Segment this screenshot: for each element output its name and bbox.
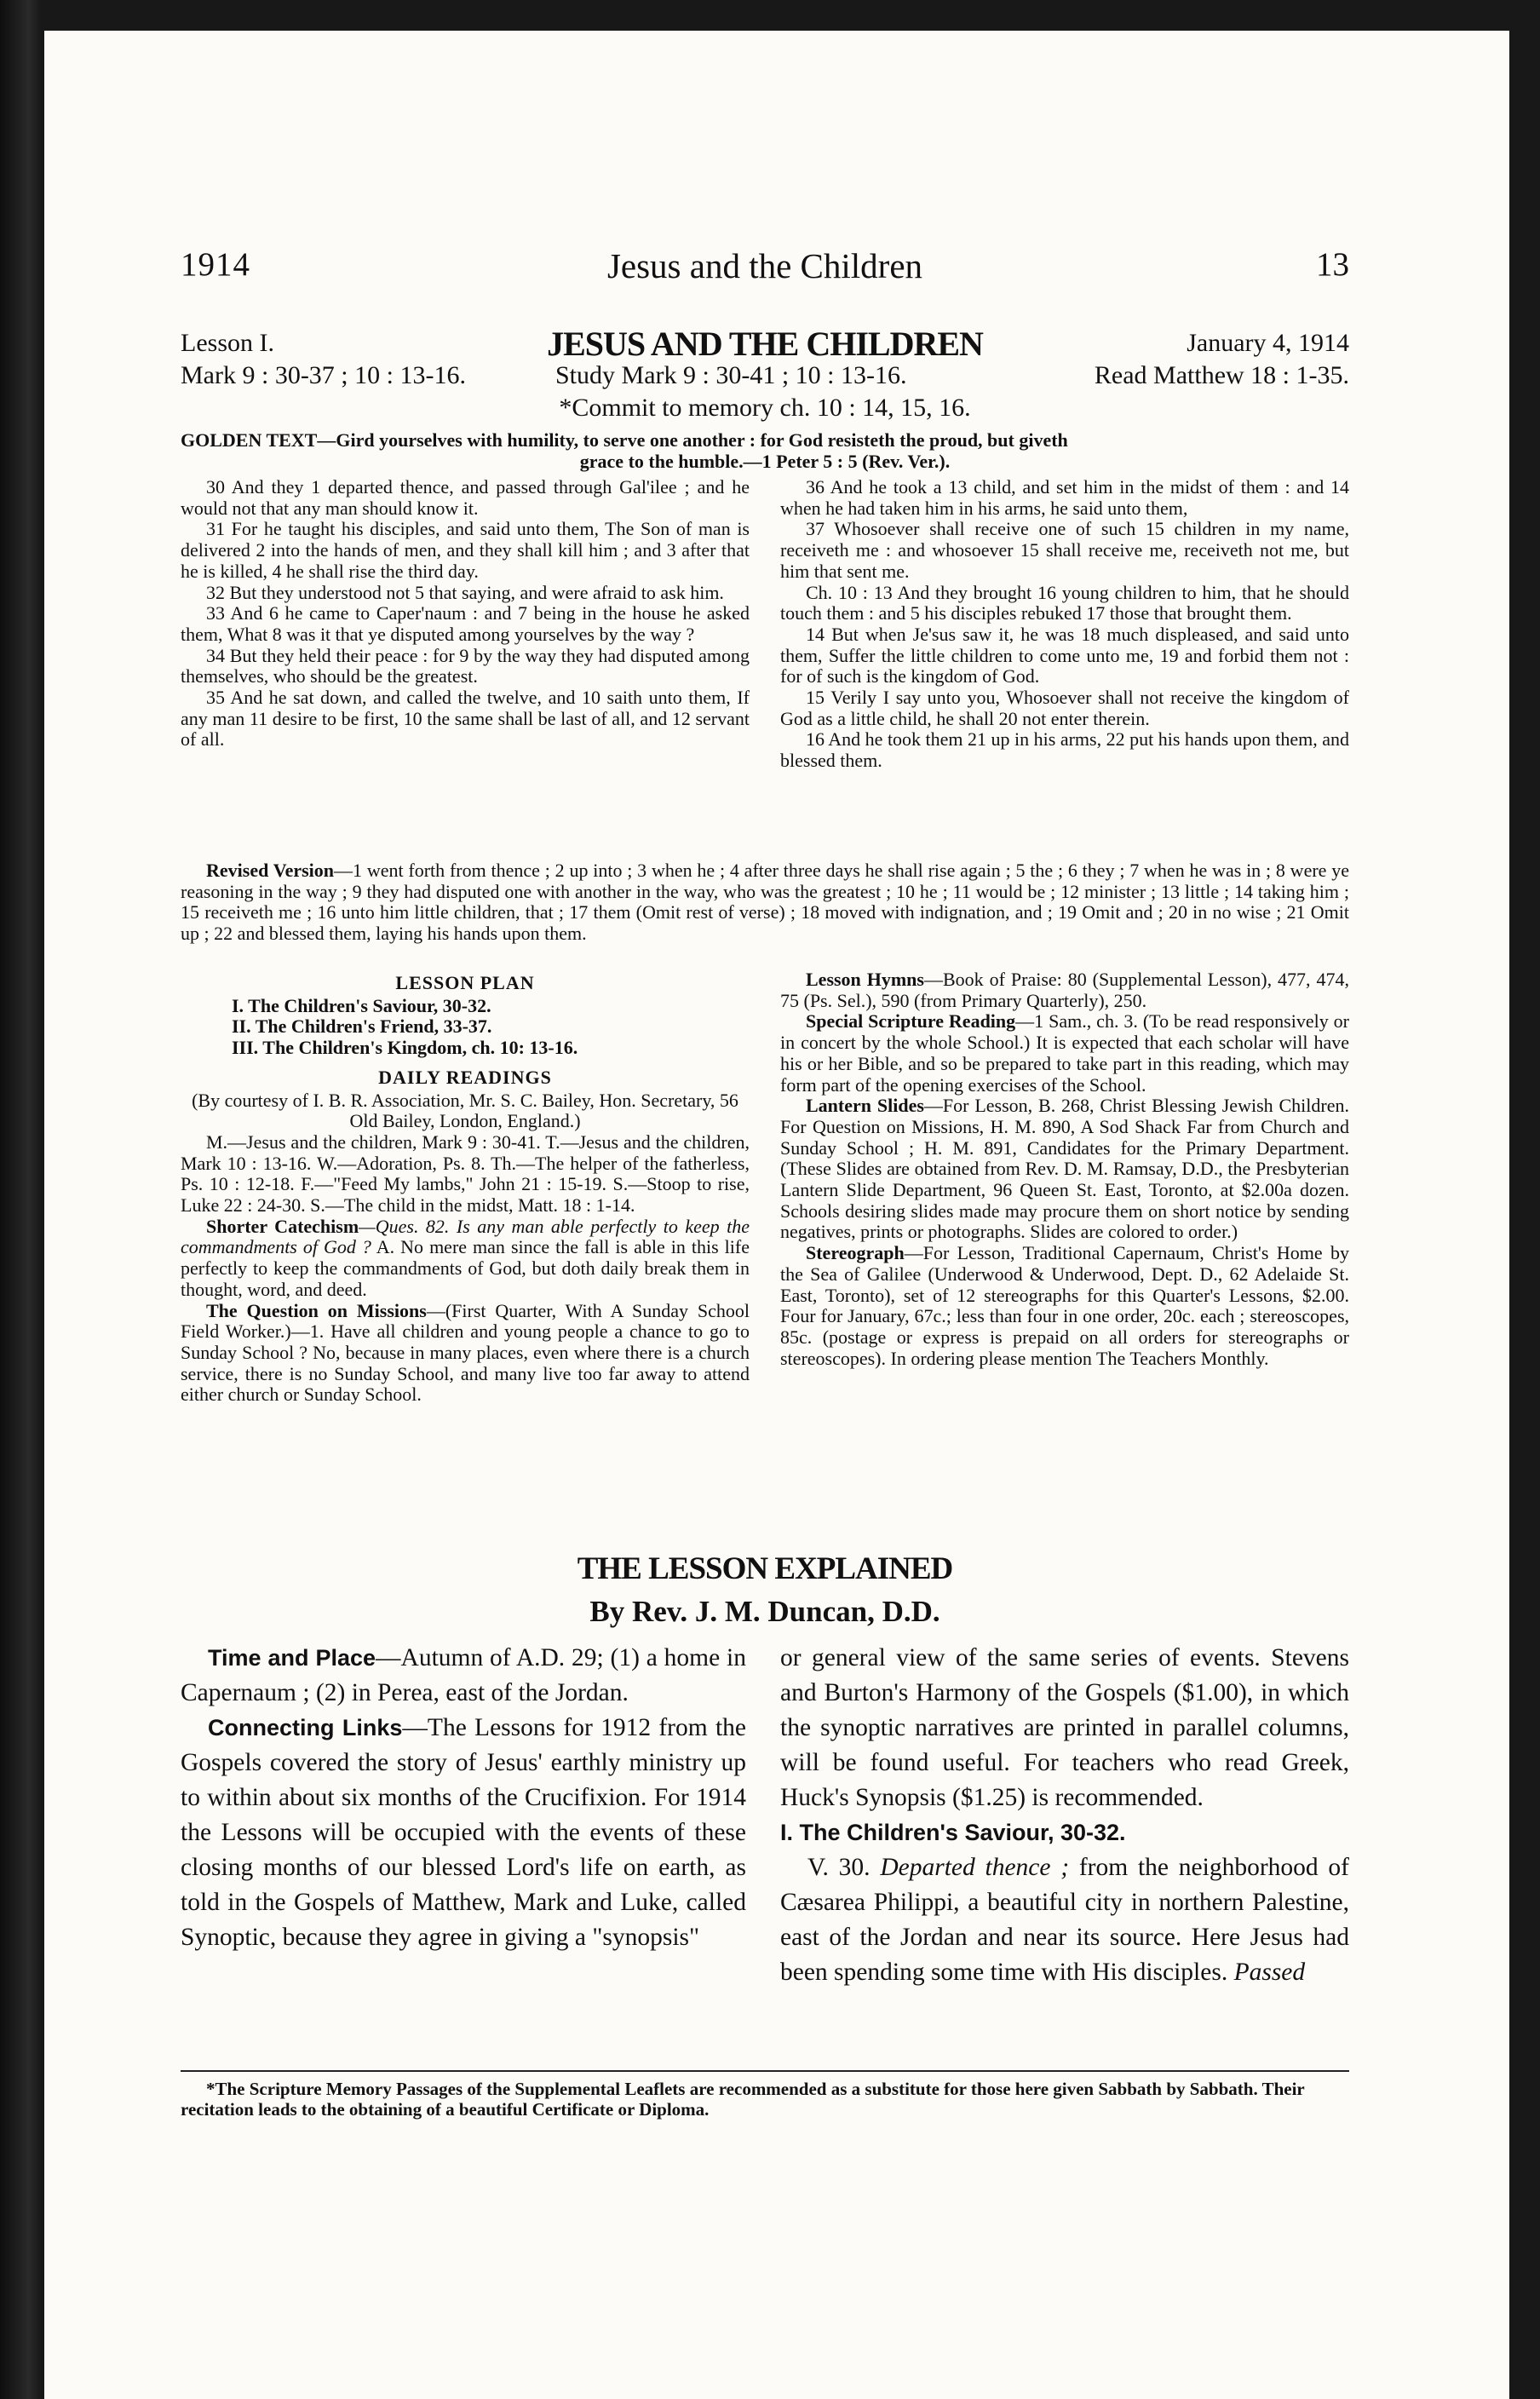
special-scripture-text: —1 Sam., ch. 3. (To be read responsively or in concert by the whole School.) It is expected that each scholar will have his or her Bible, and so be prepared to take part in this reading, which may form part of the opening exercises of the School. [780, 1010, 1350, 1096]
connecting-links-text: —The Lessons for 1912 from the Gospels covered the story of Jesus' earthly ministry up to within about six months of the Crucifixion. For 1914 the Lessons will be occupied with the events of these closing months of our blessed Lord's life on earth, as told in the Gospels of Matthew, Mark and Luke, called Synoptic, because they agree in giving a "synopsis" [181, 1714, 746, 1951]
verse: 33 And 6 he came to Caper'naum : and 7 being in the house he asked them, What 8 was it that ye disputed among yourselves by the way ? [181, 602, 750, 645]
question-missions-label: The Question on Missions [206, 1299, 427, 1321]
lesson-header [181, 324, 1349, 363]
verse: 14 But when Je'sus saw it, he was 18 much displeased, and said unto them, Suffer the little children to come unto me, 19 and forbid them not : for of such is the kingdom of God. [780, 623, 1349, 687]
golden-text-line-2: grace to the humble.—1 Peter 5 : 5 (Rev. Ver.). [579, 451, 951, 472]
shorter-catechism-question: —Ques. 82. Is any man able perfectly to keep the commandments of God ? [181, 1215, 750, 1258]
verse: 32 But they understood not 5 that saying, and were afraid to ask him. [206, 581, 724, 603]
mark-reference: Mark 9 : 30-37 ; 10 : 13-16. [181, 361, 466, 389]
verse: 16 And he took them 21 up in his arms, 22 put his hands upon them, and blessed them. [780, 728, 1349, 772]
daily-readings-courtesy: (By courtesy of I. B. R. Association, Mr. S. C. Bailey, Hon. Secretary, 56 Old Bailey, London, England.) [192, 1089, 738, 1132]
revised-version-label: Revised Version [206, 860, 335, 881]
lesson-plan-item: I. The Children's Saviour, 30-32. [232, 994, 491, 1016]
verse: 37 Whosoever shall receive one of such 15 children in my name, receiveth me : and whosoever 15 shall receive me, receiveth not me, but him that sent me. [780, 518, 1349, 582]
verse: 36 And he took a 13 child, and set him in the midst of them : and 14 when he had taken him in his arms, he said unto them, [780, 476, 1349, 519]
page-content [181, 235, 1349, 2143]
lesson-plan-item: III. The Children's Kingdom, ch. 10: 13-16. [232, 1037, 578, 1059]
study-reference: Study Mark 9 : 30-41 ; 10 : 13-16. [555, 361, 907, 389]
verse: Ch. 10 : 13 And they brought 16 young children to him, that he should touch them : and 5 his disciples rebuked 17 those that brought them. [780, 581, 1349, 624]
v30-tail: Passed [1233, 1959, 1306, 1986]
commit-line: *Commit to memory ch. 10 : 14, 15, 16. [559, 394, 971, 422]
lantern-slides-text: —For Lesson, B. 268, Christ Blessing Jewish Children. For Question on Missions, H. M. 890, A Sod Shack Far from Church and Sunday School ; H. M. 891, Candidates for the Primary Department. (These Slides are obtained from Rev. D. M. Ramsay, D.D., the Presbyterian Lantern Slide Department, 96 Queen St. East, Toronto, at $2.00a dozen. Schools desiring slides made may procure them on short notice by sending negatives, prints or photographs. Slides are colored to order.) [780, 1095, 1349, 1243]
verse: 31 For he taught his disciples, and said unto them, The Son of man is delivered 2 into the hands of men, and they shall kill him ; and 3 after that he is killed, 4 he shall rise the third day. [181, 518, 750, 582]
shorter-catechism-label: Shorter Catechism [206, 1215, 359, 1237]
golden-text [181, 429, 1349, 472]
read-reference: Read Matthew 18 : 1-35. [1094, 361, 1349, 389]
lesson-plan-heading: LESSON PLAN [395, 972, 535, 993]
time-place-label: Time and Place [208, 1645, 376, 1671]
lesson-plan-item: II. The Children's Friend, 33-37. [232, 1015, 492, 1038]
verse: 35 And he sat down, and called the twelve, and 10 saith unto them, If any man 11 desire to be first, 10 the same shall be last of all, and 12 servant of all. [181, 687, 750, 751]
daily-readings-heading: DAILY READINGS [378, 1066, 552, 1088]
right-notes-column [780, 969, 1349, 1369]
section-one-heading: I. The Children's Saviour, 30-32. [780, 1820, 1126, 1845]
left-notes-column [181, 969, 750, 1406]
daily-readings-text: M.—Jesus and the children, Mark 9 : 30-41. T.—Jesus and the children, Mark 10 : 13-16. W.—Adoration, Ps. 8. Th.—The helper of the fatherless, Ps. 10 : 12-18. F.—"Feed My lambs," John 21 : 15-19. S.—Stoop to rise, Luke 22 : 24-30. S.—The child in the midst, Matt. 18 : 1-14. [181, 1130, 750, 1217]
connecting-links-label: Connecting Links [208, 1715, 403, 1740]
stereograph-text: —For Lesson, Traditional Capernaum, Christ's Home by the Sea of Galilee (Underwood & Underwood, Dept. D., 62 Adelaide St. East, Toronto), set of 12 stereographs for this Quarter's Lessons, $2.00. Four for January, 67c.; less than four in one order, 20c. each ; stereoscopes, 85c. (postage or express is prepaid on all orders for stereographs or stereoscopes). In ordering please mention The Teachers Monthly. [780, 1242, 1349, 1369]
footnote-rule [181, 2070, 1349, 2072]
lesson-date: January 4, 1914 [1187, 329, 1349, 357]
footnote [181, 2079, 1349, 2120]
lantern-slides-label: Lantern Slides [806, 1095, 924, 1117]
lesson-hymns-label: Lesson Hymns [806, 969, 924, 990]
explained-left-column [181, 1641, 746, 1955]
harmony-paragraph: or general view of the same series of events. Stevens and Burton's Harmony of the Gospels ($1.00), in which the synoptic narratives are printed in parallel columns, will be found useful. For teachers who read Greek, Huck's Synopsis ($1.25) is recommended. [780, 1644, 1349, 1811]
scripture-references [181, 361, 1349, 394]
shorter-catechism-answer: A. No mere man since the fall is able in this life perfectly to keep the commandments of God, but doth daily break them in thought, word, and deed. [181, 1236, 750, 1300]
scripture-left-column [181, 477, 750, 751]
verse: 34 But they held their peace : for 9 by the way they had disputed among themselves, who should be the greatest. [181, 644, 750, 687]
lesson-number: Lesson I. [181, 329, 274, 357]
running-head-title: Jesus and the Children [606, 246, 923, 285]
revised-version-text: —1 went forth from thence ; 2 up into ; 3 when he ; 4 after three days he shall rise again ; 5 the ; 6 they ; 7 when he was in ; 8 were ye reasoning in the way ; 9 they had disputed one with another in the way, who was the greatest ; 10 he ; 11 would be ; 12 minister ; 13 little ; 14 taking him ; 15 receiveth me ; 16 unto him little children, that ; 17 them (Omit rest of verse) ; 18 moved with indignation, and ; 19 Omit and ; 20 in no wise ; 21 Omit up ; 22 and blessed them, laying his hands upon them. [181, 860, 1349, 945]
time-place-text: —Autumn of A.D. 29; (1) a home in Capernaum ; (2) in Perea, east of the Jordan. [181, 1644, 746, 1706]
v30-phrase: Departed thence ; [880, 1854, 1070, 1881]
lesson-explained-title: THE LESSON EXPLAINED [577, 1551, 953, 1586]
v30-reference: V. 30. [807, 1854, 871, 1881]
scripture-right-column [780, 477, 1349, 772]
verse: 30 And they 1 departed thence, and passed through Gal'ilee ; and he would not that any man should know it. [181, 476, 750, 519]
running-head [181, 245, 1349, 288]
verse: 15 Verily I say unto you, Whosoever shall not receive the kingdom of God as a little child, he shall 20 not enter therein. [780, 687, 1349, 729]
explained-right-column [780, 1641, 1349, 1990]
lesson-title: JESUS AND THE CHILDREN [547, 325, 983, 363]
v30-text: from the neighborhood of Cæsarea Philippi, a beautiful city in northern Palestine, east of the Jordan and near its source. Here Jesus had been spending some time with His disciples. [780, 1854, 1349, 1986]
question-missions-text: —(First Quarter, With A Sunday School Field Worker.)—1. Have all children and young people a chance to go to Sunday School ? No, because in many places, even where there is a church service, there is no Sunday School, and many live too far away to attend either church or Sunday School. [181, 1299, 750, 1406]
revised-version [181, 860, 1349, 945]
footnote-text: *The Scripture Memory Passages of the Supplemental Leaflets are recommended as a substitute for those here given Sabbath by Sabbath. Their recitation leads to the obtaining of a beautiful Certificate or Diploma. [181, 2079, 1305, 2120]
running-head-year: 1914 [181, 246, 250, 283]
golden-text-line-1: GOLDEN TEXT—Gird yourselves with humility, to serve one another : for God resisteth the proud, but giveth [181, 429, 1068, 451]
lesson-hymns-text: —Book of Praise: 80 (Supplemental Lesson), 477, 474, 75 (Ps. Sel.), 590 (from Primary Quarterly), 250. [780, 969, 1349, 1011]
stereograph-label: Stereograph [806, 1242, 905, 1264]
lesson-explained-author: By Rev. J. M. Duncan, D.D. [589, 1595, 940, 1628]
page-number: 13 [1316, 246, 1349, 283]
special-scripture-label: Special Scripture Reading [806, 1010, 1016, 1033]
